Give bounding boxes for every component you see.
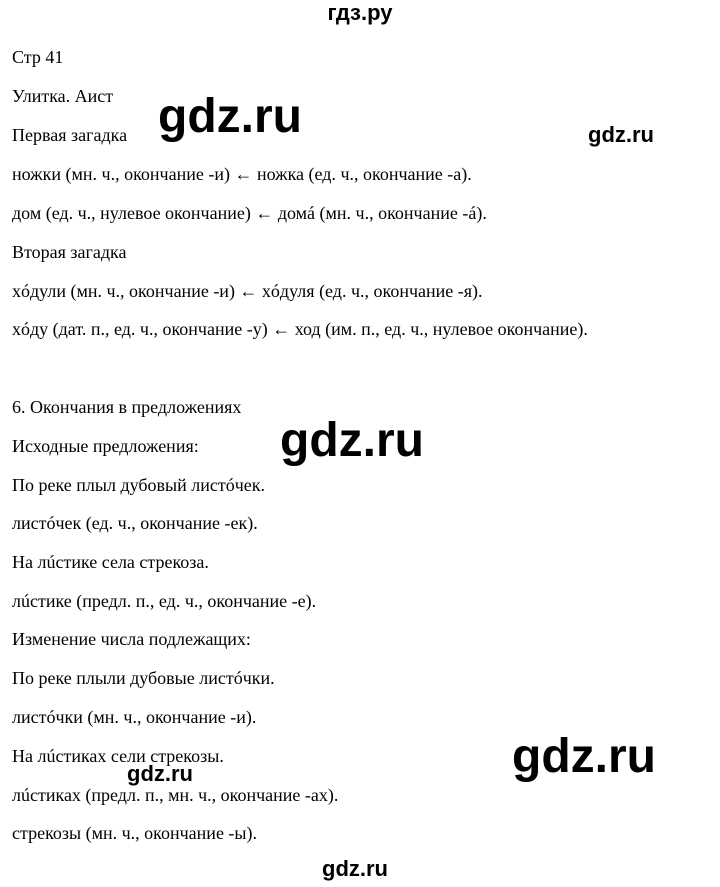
subheading-first-riddle: Первая загадка (12, 125, 128, 145)
watermark: gdz.ru (158, 90, 302, 143)
subheading-second-riddle: Вторая загадка (12, 242, 127, 262)
text-line: лúстике (предл. п., ед. ч., окончание -е). (12, 591, 317, 611)
text-line: На лúстиках сели стрекозы. (12, 746, 224, 766)
subheading-original-sentences: Исходные предложения: (12, 436, 199, 456)
watermark: gdz.ru (588, 122, 654, 147)
watermark: gdz.ru (280, 414, 424, 467)
text-line: стрекозы (мн. ч., окончание -ы). (12, 823, 258, 843)
text-line: По реке плыл дубовый листóчек. (12, 475, 266, 495)
watermark: gdz.ru (512, 730, 656, 783)
text-line: хóдули (мн. ч., окончание -и) ← хóдуля (ед. ч., окончание -я). (12, 281, 483, 301)
subheading-number-change: Изменение числа подлежащих: (12, 629, 251, 649)
section-heading: 6. Окончания в предложениях (12, 397, 242, 417)
text-line: листóчки (мн. ч., окончание -и). (12, 707, 257, 727)
watermark: gdz.ru (127, 761, 193, 786)
text-line: ножки (мн. ч., окончание -и) ← ножка (ед. ч., окончание -а). (12, 164, 472, 184)
section-title: Улитка. Аист (12, 86, 114, 106)
text-line: хóду (дат. п., ед. ч., окончание -у) ← ход (им. п., ед. ч., нулевое окончание). (12, 319, 588, 339)
page-number: Стр 41 (12, 47, 64, 67)
text-line: листóчек (ед. ч., окончание -ек). (12, 513, 258, 533)
text-line: лúстиках (предл. п., мн. ч., окончание -ах). (12, 785, 339, 805)
text-line: По реке плыли дубовые листóчки. (12, 668, 275, 688)
site-header: гдз.ру (327, 0, 393, 25)
watermark: gdz.ru (322, 856, 388, 881)
text-line: На лúстике села стрекоза. (12, 552, 209, 572)
text-line: дом (ед. ч., нулевое окончание) ← домá (мн. ч., окончание -á). (12, 203, 487, 223)
